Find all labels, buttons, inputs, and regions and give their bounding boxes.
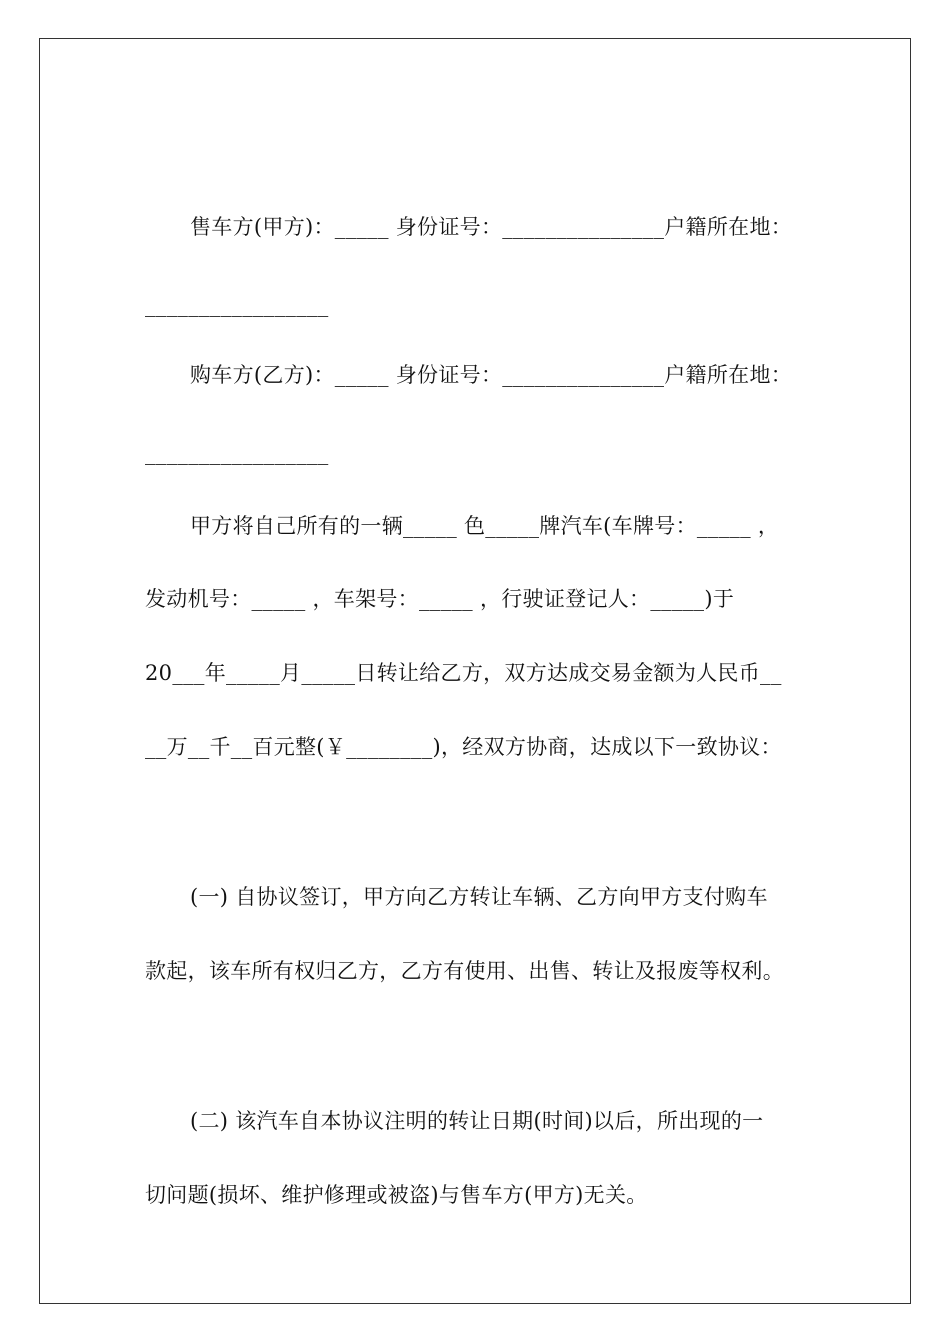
clause-1-line-2: 款起，该车所有权归乙方，乙方有使用、出售、转让及报废等权利。 [145,959,784,983]
clause-2-line-1: (二) 该汽车自本协议注明的转让日期(时间)以后，所出现的一 [190,1109,764,1133]
clause-1-line-1: (一) 自协议签订，甲方向乙方转让车辆、乙方向甲方支付购车 [190,885,768,909]
vehicle-line-2: 发动机号：_____ ，车架号：_____ ，行驶证登记人：_____)于 [145,587,735,611]
buyer-line: 购车方(乙方)：_____ 身份证号：_______________户籍所在地： [190,363,793,387]
seller-line: 售车方(甲方)：_____ 身份证号：_______________户籍所在地： [190,215,793,239]
vehicle-line-1: 甲方将自己所有的一辆_____ 色_____牌汽车(车牌号：_____ ， [190,514,780,538]
seller-address-blank: _________________ [145,293,329,317]
clause-2-line-2: 切问题(损坏、维护修理或被盗)与售车方(甲方)无关。 [145,1183,648,1207]
amount-line: __万__千__百元整(￥________)，经双方协商，达成以下一致协议： [145,735,782,759]
transfer-date-line: 20___年_____月_____日转让给乙方，双方达成交易金额为人民币__ [145,661,782,685]
buyer-address-blank: _________________ [145,441,329,465]
